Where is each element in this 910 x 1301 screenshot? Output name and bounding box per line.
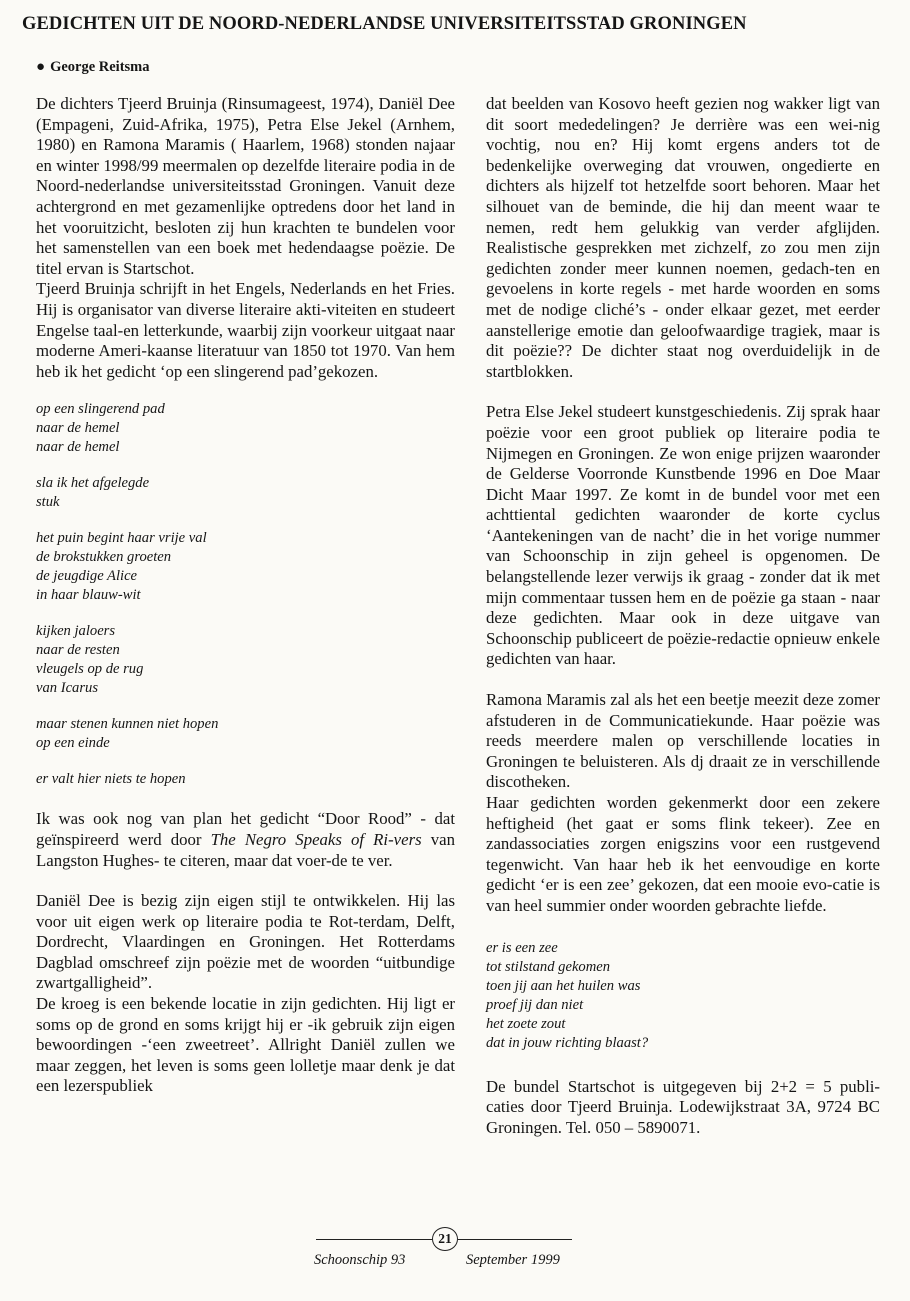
poem-line: naar de hemel <box>36 439 120 456</box>
poem-line: toen jij aan het huilen was <box>486 977 641 994</box>
page-footer <box>0 1222 910 1282</box>
issue-date: September 1999 <box>466 1252 560 1268</box>
poem-stanza <box>36 622 455 698</box>
poem-line: proef jij dan niet <box>486 996 584 1013</box>
poem-line: het zoete zout <box>486 1015 566 1032</box>
poem-stanza <box>36 770 455 789</box>
poem-line: in haar blauw-wit <box>36 587 141 604</box>
poem-line: de jeugdige Alice <box>36 568 138 585</box>
poem-line: er valt hier niets te hopen <box>36 771 186 788</box>
poem-line: tot stilstand gekomen <box>486 958 611 975</box>
poem-line: sla ik het afgelegde <box>36 475 150 492</box>
bullet-icon: ● <box>36 59 46 75</box>
poem-er-is-een-zee <box>486 939 880 1053</box>
poem-line: van Icarus <box>36 680 99 697</box>
paragraph-heftigheid: Haar gedichten worden gekenmerkt door een zekere heftigheid (het gaat er soms flink tekeer). Zee en zandassociaties zorgen enigszins voor een rustgevend tegenwicht. Van haar heb ik het eenvoudige en korte gedicht ‘er is een zee’ gekozen, dat een mooie evo-catie is van heel summier onder woorden gebrachte liefde. <box>486 793 880 915</box>
author-line <box>36 59 150 76</box>
left-column <box>36 94 455 1097</box>
right-column <box>486 94 880 1138</box>
poem-line: er is een zee <box>486 939 558 956</box>
poem-line: op een einde <box>36 735 110 752</box>
poem-line: naar de hemel <box>36 420 120 437</box>
poem-stanza <box>36 715 455 753</box>
paragraph-kroeg: De kroeg is een bekende locatie in zijn gedichten. Hij ligt er soms op de grond en soms krijgt hij er -ik gebruik zijn eigen bewoordingen -‘een zweetreet’. Allright Daniël zullen we maar zeggen, het leven is soms geen lolletje maar denk je dat een lezerspubliek <box>36 994 455 1096</box>
paragraph-publisher: De bundel Startschot is uitgegeven bij 2+2 = 5 publi-caties door Tjeerd Bruinja. Lodewijkstraat 3A, 9724 BC Groningen. Tel. 050 – 5890071. <box>486 1076 880 1137</box>
paragraph-door-rood <box>36 809 455 871</box>
paragraph-intro: De dichters Tjeerd Bruinja (Rinsumageest, 1974), Daniël Dee (Empageni, Zuid-Afrika, 1975), Petra Else Jekel (Arnhem, 1980) en Ramona Maramis ( Haarlem, 1968) stonden najaar en winter 1998/99 meermalen op dezelfde literaire podia in de Noord-nederlandse universiteitsstad Groningen. Vanuit deze achtergrond en met gezamenlijke optredens door het land in het vooruitzicht, besloten zij hun krachten te bundelen voor het samenstellen van een boek met hedendaagse poëzie. De titel ervan is Startschot. <box>36 94 455 278</box>
poem-line: dat in jouw richting blaast? <box>486 1034 649 1051</box>
footer-rule <box>316 1239 432 1240</box>
poem-stanza <box>36 400 455 457</box>
poem-stanza <box>36 474 455 512</box>
poem-line: vleugels op de rug <box>36 661 144 678</box>
poem-line: kijken jaloers <box>36 623 116 640</box>
poem-line: maar stenen kunnen niet hopen <box>36 716 219 733</box>
page-number: 21 <box>432 1227 458 1251</box>
footer-rule <box>458 1239 572 1240</box>
poem-line: naar de resten <box>36 642 120 659</box>
magazine-name: Schoonschip 93 <box>314 1252 406 1268</box>
poem-stanza <box>486 939 880 1053</box>
author-name: George Reitsma <box>50 59 150 75</box>
poem-stanza <box>36 529 455 605</box>
paragraph-bruinja: Tjeerd Bruinja schrijft in het Engels, Nederlands en het Fries. Hij is organisator van diverse literaire akti-viteiten en studeert Engelse taal-en letterkunde, waarbij zijn voorkeur uitgaat naar moderne Ameri-kaanse literatuur van 1850 tot 1970. Van hem heb ik het gedicht ‘op een slingerend pad’gekozen. <box>36 279 455 381</box>
article-title: GEDICHTEN UIT DE NOORD-NEDERLANDSE UNIVERSITEITSSTAD GRONINGEN <box>22 14 747 34</box>
paragraph-jekel: Petra Else Jekel studeert kunstgeschiedenis. Zij sprak haar poëzie voor een groot publiek op literaire podia te Nijmegen en Groningen. Ze won enige prijzen waaronder de Gelderse Voorronde Kunstbende 1996 en Doe Maar Dicht Maar 1997. Ze komt in de bundel voor met een achttiental gedichten waaronder de korte cyclus ‘Aantekeningen van de nacht’ die in het vorige nummer van Schoonschip in zijn geheel is opgenomen. De belangstellende lezer verwijs ik graag - zonder dat ik met mijn commentaar tussen hem en de poëzie ga staan - naar deze gedichten. Maar ook in deze uitgave van Schoonschip publiceert de poëzie-redactie opnieuw enkele gedichten van haar. <box>486 402 880 669</box>
poem-line: stuk <box>36 494 60 511</box>
paragraph-dee: Daniël Dee is bezig zijn eigen stijl te ontwikkelen. Hij las voor uit eigen werk op literaire podia te Rot-terdam, Delft, Dordrecht, Vlaardingen en Groningen. Het Rotterdams Dagblad omschreef zijn poëzie met de woorden “uitbundige zwartgalligheid”. <box>36 891 455 993</box>
poem-line: het puin begint haar vrije val <box>36 530 207 547</box>
paragraph-kosovo: dat beelden van Kosovo heeft gezien nog wakker ligt van dit soort mededelingen? Je derrière was een wei-nig vochtig, nou en? Hij komt ergens anders tot de bedenkelijke overweging dat vrouwen, ongedierte en dichters als hijzelf tot hetzelfde soort behoren. Maar het silhouet van de beminde, die hij dan meent waar te nemen, redt hem gelukkig van verder afglijden. Realistische gesprekken met zichzelf, zo zou men zijn gedichten zonder meer kunnen noemen, gedach-ten en gevoelens in korte regels - met harde woorden en soms met de nodige cliché’s - onder elkaar gezet, met eerder aanstellerige emotie dan geloofwaardige tragiek, maar is dit poëzie?? De dichter staat nog overduidelijk in de startblokken. <box>486 94 880 381</box>
paragraph-text: Ik was ook nog van plan het gedicht “Door Rood” - dat geïnspireerd werd door <box>36 809 455 849</box>
paragraph-text: van Langston Hughes- te citeren, maar dat voer-de te ver. <box>36 829 455 870</box>
poem-line: de brokstukken groeten <box>36 549 172 566</box>
poem-line: op een slingerend pad <box>36 401 165 418</box>
paragraph-maramis: Ramona Maramis zal als het een beetje meezit deze zomer afstuderen in de Communicatiekunde. Haar poëzie was reeds meerdere malen op verschillende locaties in Groningen te beluisteren. Als dj draait ze in verschillende discotheken. <box>486 690 880 792</box>
cited-title: The Negro Speaks of Ri-vers <box>210 829 422 849</box>
poem-slingerend-pad <box>36 400 455 789</box>
